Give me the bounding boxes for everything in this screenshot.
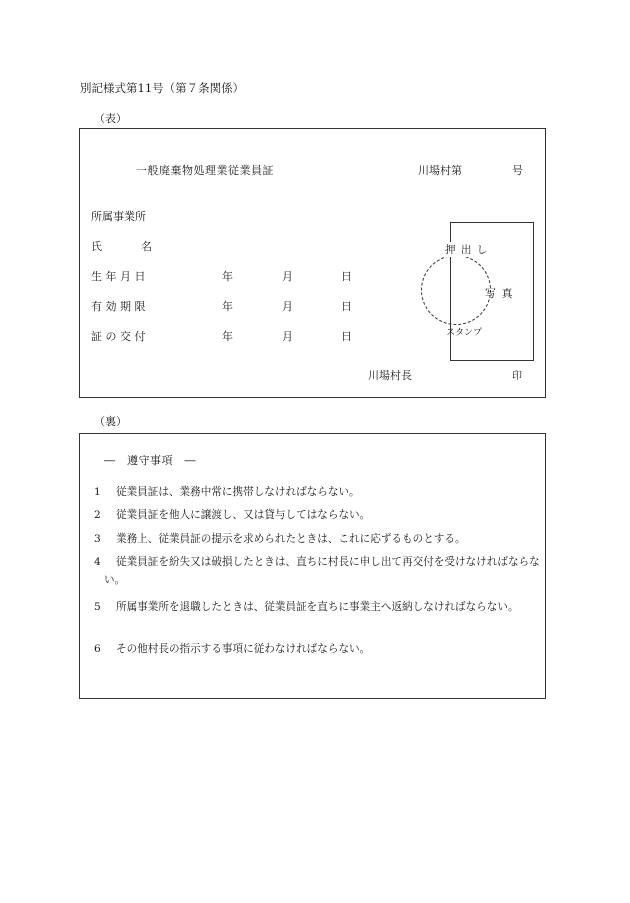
rule-text: 従業員証を紛失又は破損したときは、直ちに村長に申し出て再交付を受けなければならない。 [104,556,540,586]
rules-heading: ― 遵守事項 ― [104,454,196,467]
rule-item [94,640,544,658]
back-card [79,433,546,699]
rule-text: 所属事業所を退職したときは、従業員証を直ちに事業主へ返納しなければならない。 [116,601,519,613]
name-label-second: 名 [141,240,152,253]
rule-item [94,553,544,589]
stamp-label-bottom: スタンプ [446,328,483,338]
photo-label: 写 真 [485,287,514,300]
birthdate-label: 生 年 月 日 [91,270,146,283]
certificate-number-prefix: 川場村第 [418,164,462,177]
embossed-stamp-circle [421,255,491,325]
certificate-number-suffix: 号 [512,164,523,177]
birth-day-unit: 日 [341,270,352,283]
rule-text: 業務上、従業員証の提示を求められたときは、これに応ずるものとする。 [116,533,466,545]
issue-year-unit: 年 [222,330,233,343]
rule-item [94,483,544,501]
front-side-label: （表） [94,112,127,125]
rule-number: 1 [94,486,101,498]
stamp-label-top: 押 出 し [445,244,489,256]
issue-month-unit: 月 [282,330,293,343]
rule-text: 従業員証は、業務中常に携帯しなければならない。 [116,486,360,498]
validity-day-unit: 日 [341,300,352,313]
office-label: 所属事業所 [91,210,146,223]
form-title: 別記様式第11号（第７条関係） [80,81,245,95]
rule-number: 2 [94,509,101,521]
rule-item [94,530,544,548]
issue-label: 証 の 交 付 [91,330,146,343]
rule-number: 4 [94,556,101,568]
front-card [79,128,546,398]
issue-day-unit: 日 [341,330,352,343]
birth-month-unit: 月 [282,270,293,283]
seal-mark: 印 [512,371,522,382]
mayor-label: 川場村長 [368,369,412,382]
birth-year-unit: 年 [222,270,233,283]
rule-item [94,598,544,616]
certificate-title: 一般廃棄物処理業従業員証 [136,164,274,177]
rule-text: 従業員証を他人に譲渡し、又は貸与してはならない。 [116,509,371,521]
rule-item [94,506,544,524]
rule-number: 5 [94,601,101,613]
rule-number: 6 [94,643,101,655]
validity-month-unit: 月 [282,300,293,313]
validity-year-unit: 年 [222,300,233,313]
validity-label: 有 効 期 限 [91,300,146,313]
back-side-label: （裏） [94,415,127,428]
rule-number: 3 [94,533,101,545]
rule-text: その他村長の指示する事項に従わなければならない。 [116,643,371,655]
name-label-first: 氏 [91,240,102,253]
